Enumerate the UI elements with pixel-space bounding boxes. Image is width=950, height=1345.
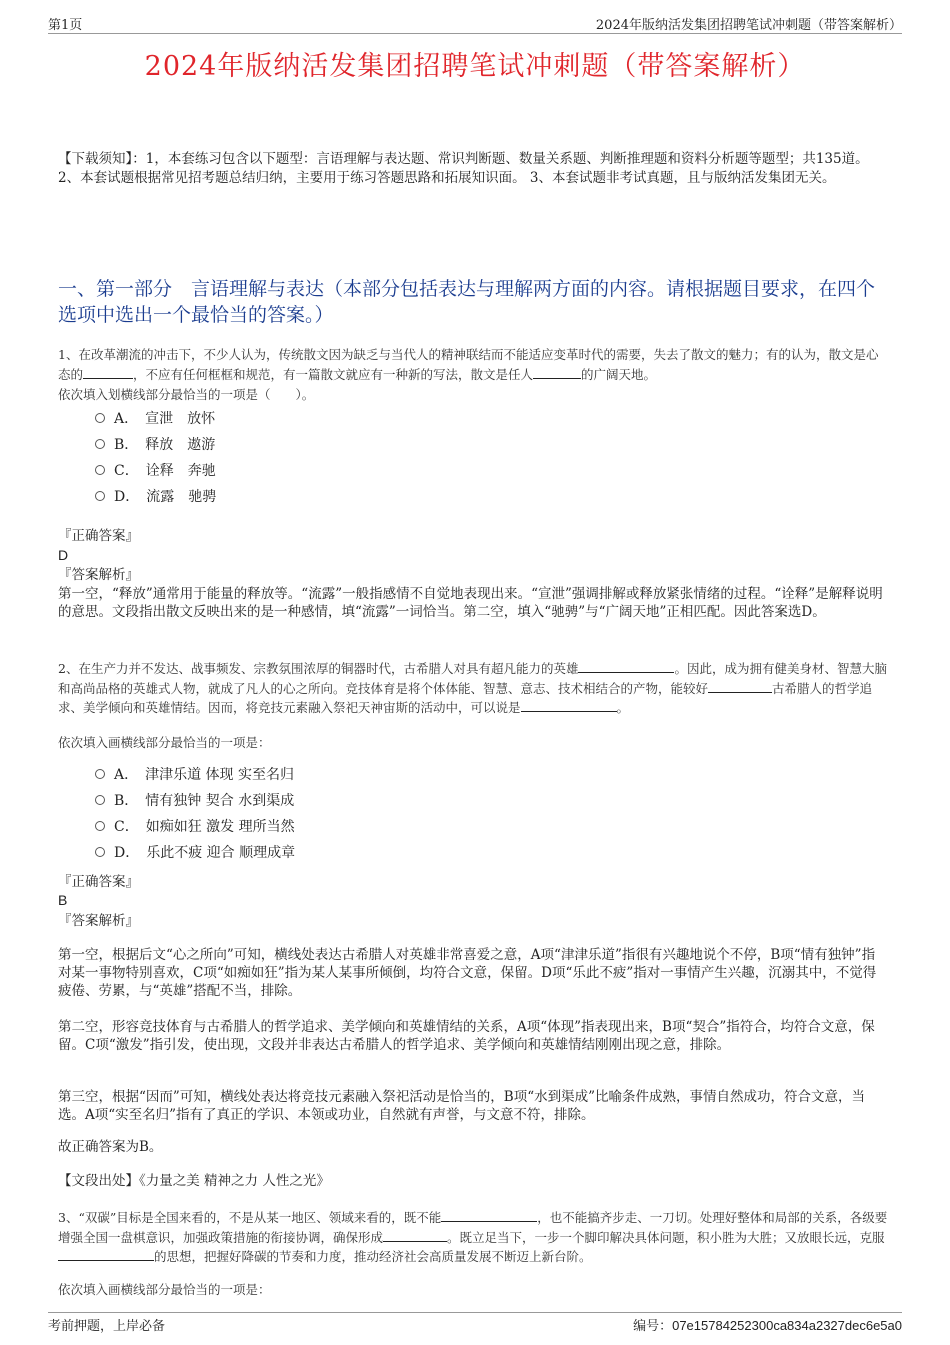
option-d[interactable]: D． 流露 驰骋 xyxy=(95,484,216,510)
question-2-conclusion: 故正确答案为B。 xyxy=(58,1139,163,1155)
download-notice: 【下载须知】：1，本套练习包含以下题型：言语理解与表达题、常识判断题、数量关系题、判断推理题和资料分析题等题型；共135道。 2、本套试题根据常见招考题总结归纳，主要用于练习答题思路和拓展知识面。 3、本套试题非考试真题，且与版纳活发集团无关。 xyxy=(58,151,869,186)
question-1-explanation: 第一空，“释放”通常用于能量的释放等。“流露”一般指感情不自觉地表现出来。“宣泄”强调排解或释放紧张情绪的过程。“诠释”是解释说明的意思。文段指出散文反映出来的是一种感情，填“流露”一词恰当。第二空，填入“驰骋”与“广阔天地”正相匹配。因此答案选D。 xyxy=(58,586,883,620)
question-3-prompt: 依次填入画横线部分最恰当的一项是： xyxy=(58,1282,271,1297)
question-1-stem: 1、在改革潮流的冲击下，不少人认为，传统散文因为缺乏与当代人的精神联结而不能适应变革时代的需要，失去了散文的魅力；有的认为，散文是心态的 ，不应有任何框框和规范，有一篇散文就应有一种新的写法，散文是任人 的广阔天地。 xyxy=(58,347,879,382)
blank xyxy=(58,1247,154,1261)
option-b[interactable]: B． 释放 遨游 xyxy=(95,432,216,458)
blank xyxy=(83,365,133,379)
option-c[interactable]: C． 诠释 奔驰 xyxy=(95,458,216,484)
blank xyxy=(578,659,674,673)
question-1-options xyxy=(95,406,216,510)
explain-label: 『答案解析』 xyxy=(58,913,139,929)
option-a[interactable]: A． 津津乐道 体现 实至名归 xyxy=(95,762,295,788)
footer-slogan: 考前押题，上岸必备 xyxy=(48,1319,166,1334)
blank xyxy=(521,698,617,712)
blank xyxy=(441,1208,537,1222)
answer-value: B xyxy=(58,892,68,908)
answer-label: 『正确答案』 xyxy=(58,528,139,544)
option-c[interactable]: C． 如痴如狂 激发 理所当然 xyxy=(95,814,295,840)
radio-icon[interactable] xyxy=(95,847,105,857)
question-2-explanation-2: 第二空，形容竞技体育与古希腊人的哲学追求、美学倾向和英雄情结的关系，A项“体现”指表现出来，B项“契合”指符合，均符合文意，保留。C项“激发”指引发，使出现，文段并非表达古希腊人的哲学追求、美学倾向和英雄情结刚刚出现之意，排除。 xyxy=(58,1019,875,1053)
page-number: 第1页 xyxy=(48,18,83,33)
option-b[interactable]: B． 情有独钟 契合 水到渠成 xyxy=(95,788,295,814)
question-2-explanation-3: 第三空，根据“因而”可知，横线处表达将竞技元素融入祭祀活动是恰当的，B项“水到渠成”比喻条件成熟，事情自然成功，符合文意，当选。A项“实至名归”指有了真正的学识、本领或功业，自然就有声誉，与文意不符，排除。 xyxy=(58,1089,866,1123)
radio-icon[interactable] xyxy=(95,465,105,475)
radio-icon[interactable] xyxy=(95,821,105,831)
radio-icon[interactable] xyxy=(95,413,105,423)
page-title: 2024年版纳活发集团招聘笔试冲刺题（带答案解析） xyxy=(144,51,806,82)
answer-value: D xyxy=(58,547,69,563)
option-a[interactable]: A． 宣泄 放怀 xyxy=(95,406,216,432)
question-2-explanation-1: 第一空，根据后文“心之所向”可知，横线处表达古希腊人对英雄非常喜爱之意，A项“津津乐道”指很有兴趣地说个不停，B项“情有独钟”指对某一事物特别喜欢，C项“如痴如狂”指为某人某事所倾倒，均符合文意，保留。D项“乐此不疲”指对一事情产生兴趣，沉溺其中，不觉得疲倦、劳累，与“英雄”搭配不当，排除。 xyxy=(58,947,877,999)
blank xyxy=(533,365,581,379)
header-divider xyxy=(48,33,902,34)
header-doc-title: 2024年版纳活发集团招聘笔试冲刺题（带答案解析） xyxy=(595,18,902,33)
option-d[interactable]: D． 乐此不疲 迎合 顺理成章 xyxy=(95,840,295,866)
radio-icon[interactable] xyxy=(95,769,105,779)
question-2-source: 【文段出处】《力量之美 精神之力 人性之光》 xyxy=(58,1173,330,1189)
answer-label: 『正确答案』 xyxy=(58,874,139,890)
explain-label: 『答案解析』 xyxy=(58,567,139,583)
radio-icon[interactable] xyxy=(95,439,105,449)
question-2-stem: 2、在生产力并不发达、战事频发、宗教氛围浓厚的铜器时代，古希腊人对具有超凡能力的英雄 。因此，成为拥有健美身材、智慧大脑和高尚品格的英雄式人物，就成了凡人的心之所向。竞技体育是将个体体能、智慧、意志、技术相结合的产物，能较好 古希腊人的哲学追求、美学倾向和英雄情结。因而，将竞技元素融入祭祀天神宙斯的活动中，可以说是 。 xyxy=(58,661,887,715)
question-1-prompt: 依次填入划横线部分最恰当的一项是（ ）。 xyxy=(58,387,315,402)
footer-code: 编号：07e15784252300ca834a2327dec6e5a0 xyxy=(633,1318,902,1334)
blank xyxy=(383,1228,447,1242)
radio-icon[interactable] xyxy=(95,795,105,805)
blank xyxy=(708,679,772,693)
page-header xyxy=(48,14,902,34)
radio-icon[interactable] xyxy=(95,491,105,501)
question-2-options xyxy=(95,762,295,866)
footer-divider xyxy=(48,1312,902,1313)
question-2-prompt: 依次填入画横线部分最恰当的一项是： xyxy=(58,735,271,750)
section-title: 一、第一部分 言语理解与表达（本部分包括表达与理解两方面的内容。请根据题目要求，在四个选项中选出一个最恰当的答案。） xyxy=(58,278,876,326)
question-3-stem: 3、“双碳”目标是全国来看的，不是从某一地区、领域来看的，既不能 ，也不能搞齐步走、一刀切。处理好整体和局部的关系，各级要增强全国一盘棋意识，加强政策措施的衔接协调，确保形成 。既立足当下，一步一个脚印解决具体问题，积小胜为大胜；又放眼长远，克服的思想，把握好降碳的节奏和力度，推动经济社会高质量发展不断迈上新台阶。 xyxy=(58,1210,888,1264)
